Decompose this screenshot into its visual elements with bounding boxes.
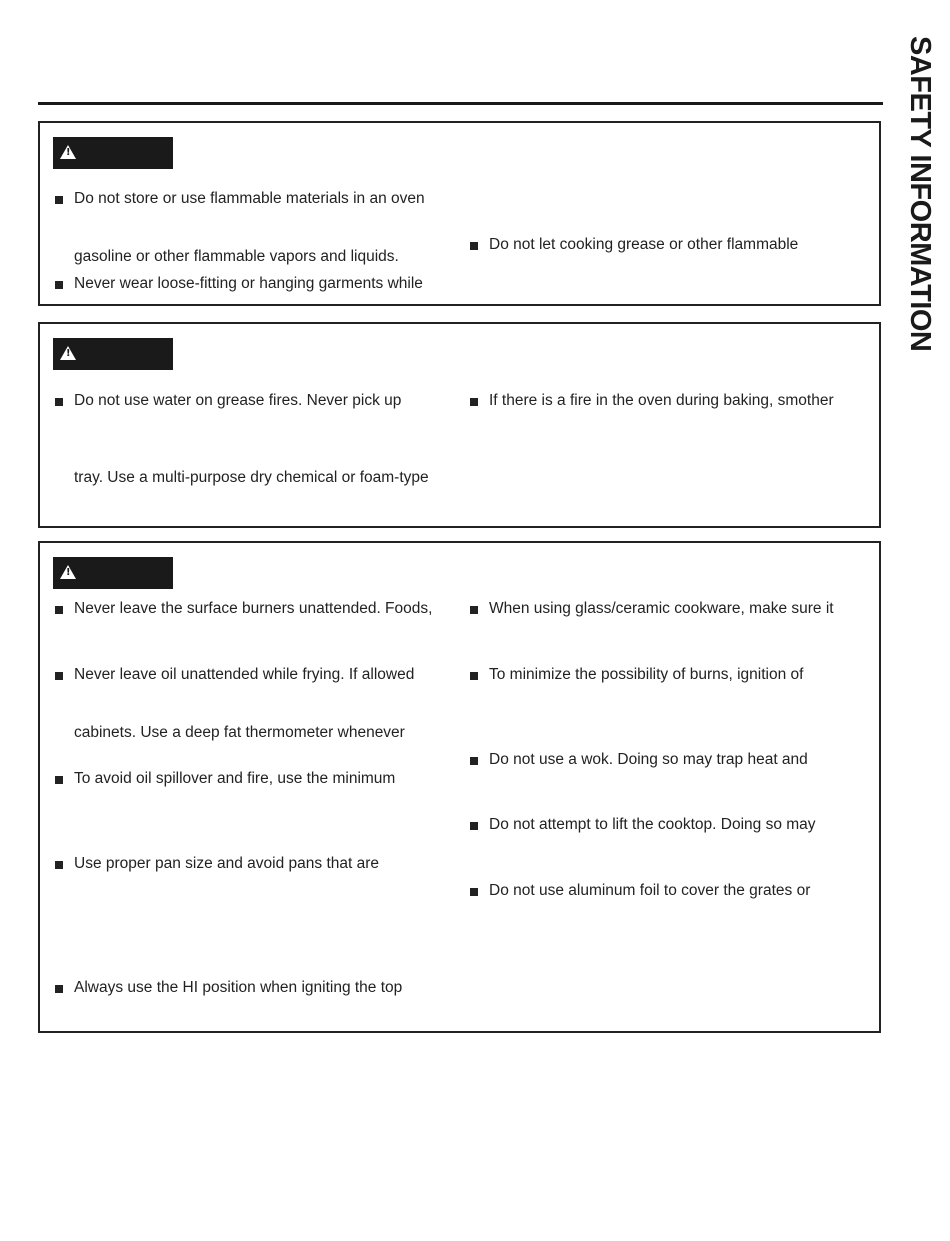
bullet-icon xyxy=(55,861,63,869)
s3-left-line-5: Use proper pan size and avoid pans that are xyxy=(74,855,380,872)
warning-triangle-icon xyxy=(60,565,76,579)
warning-triangle-icon xyxy=(60,145,76,159)
s3-right-line-4: Do not attempt to lift the cooktop. Doing so may xyxy=(489,816,816,833)
s1-left-line-2: gasoline or other flammable vapors and liquids. xyxy=(74,248,399,265)
bullet-icon xyxy=(470,888,478,896)
s2-left-line-1: Do not use water on grease fires. Never pick up xyxy=(74,392,402,409)
header-rule xyxy=(38,102,883,105)
s3-right-line-5: Do not use aluminum foil to cover the grates or xyxy=(489,882,811,899)
s1-left-line-1: Do not store or use flammable materials in an oven xyxy=(74,190,425,207)
bullet-icon xyxy=(470,242,478,250)
s2-right-line-1: If there is a fire in the oven during baking, smother xyxy=(489,392,834,409)
bullet-icon xyxy=(55,672,63,680)
side-title: SAFETY INFORMATION xyxy=(904,36,936,352)
warning-badge-2 xyxy=(53,338,173,370)
bullet-icon xyxy=(55,196,63,204)
bullet-icon xyxy=(55,606,63,614)
bullet-icon xyxy=(55,281,63,289)
bullet-icon xyxy=(55,398,63,406)
s3-right-line-2: To minimize the possibility of burns, ignition of xyxy=(489,666,804,683)
bullet-icon xyxy=(470,822,478,830)
bullet-icon xyxy=(470,672,478,680)
bullet-icon xyxy=(470,606,478,614)
s3-left-line-3: cabinets. Use a deep fat thermometer whenever xyxy=(74,724,405,741)
s3-right-line-3: Do not use a wok. Doing so may trap heat and xyxy=(489,751,808,768)
s1-right-line-1: Do not let cooking grease or other flammable xyxy=(489,236,799,253)
bullet-icon xyxy=(55,776,63,784)
s3-left-line-1: Never leave the surface burners unattended. Foods, xyxy=(74,600,433,617)
bullet-icon xyxy=(470,757,478,765)
s2-left-line-2: tray. Use a multi-purpose dry chemical or foam-type xyxy=(74,469,429,486)
s3-left-line-4: To avoid oil spillover and fire, use the minimum xyxy=(74,770,396,787)
warning-badge-3 xyxy=(53,557,173,589)
s3-right-line-1: When using glass/ceramic cookware, make sure it xyxy=(489,600,834,617)
s1-left-line-3: Never wear loose-fitting or hanging garments while xyxy=(74,275,423,292)
s3-left-line-2: Never leave oil unattended while frying. If allowed xyxy=(74,666,415,683)
warning-badge-1 xyxy=(53,137,173,169)
s3-left-line-6: Always use the HI position when igniting the top xyxy=(74,979,403,996)
warning-triangle-icon xyxy=(60,346,76,360)
bullet-icon xyxy=(470,398,478,406)
bullet-icon xyxy=(55,985,63,993)
